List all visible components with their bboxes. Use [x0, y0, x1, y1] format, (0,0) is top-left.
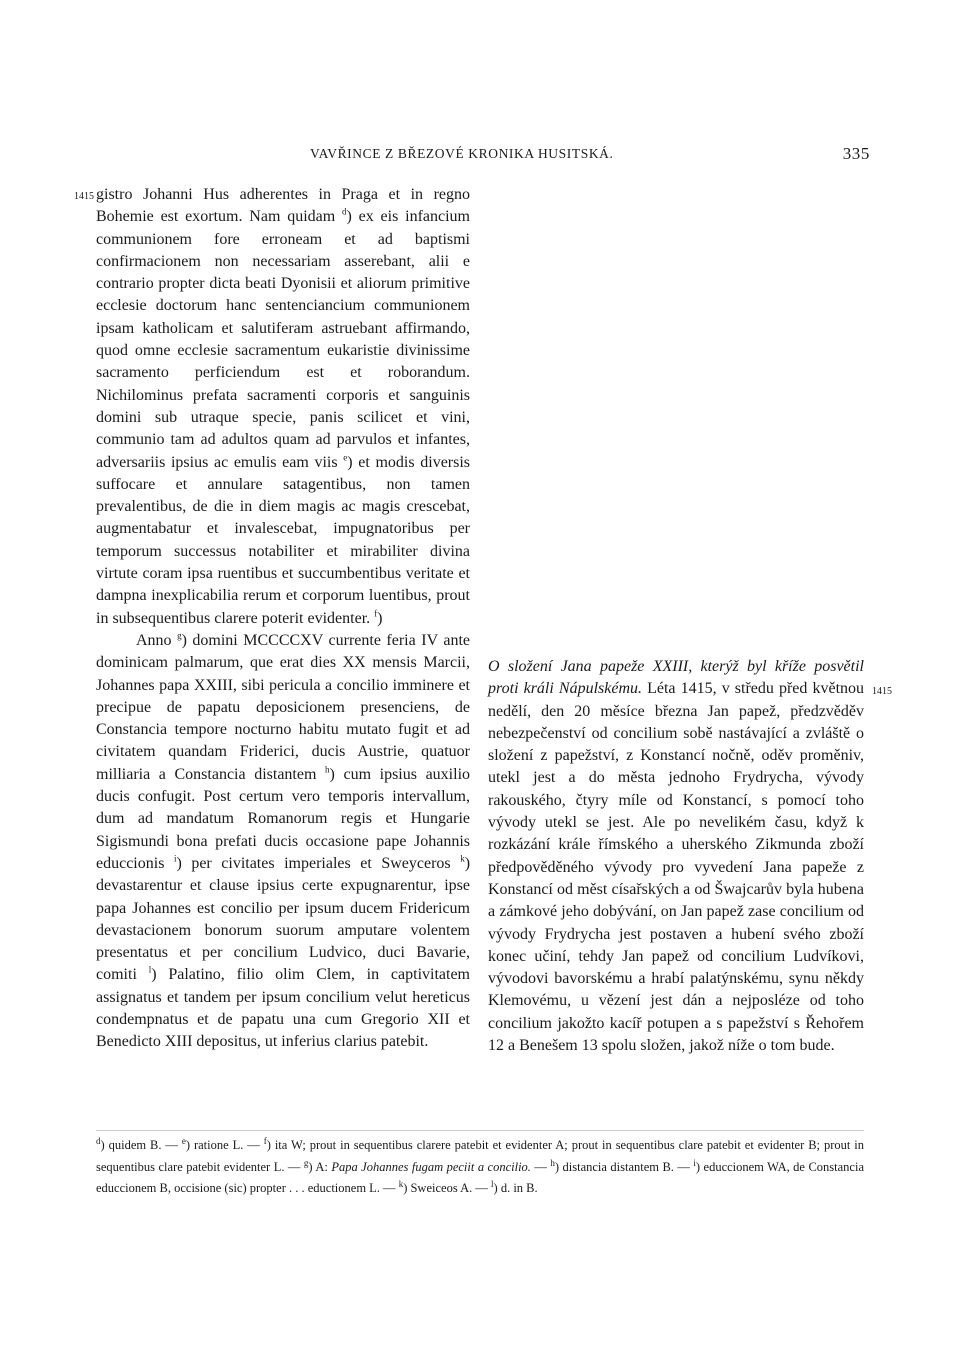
- latin-paragraph-1: [96, 184, 470, 630]
- czech-heading: O složení Jana papeže XXIII, kterýž byl kříže posvětil proti králi Nápulskému.: [488, 658, 864, 698]
- running-title: VAVŘINCE Z BŘEZOVÉ KRONIKA HUSITSKÁ.: [310, 146, 614, 161]
- footnote-mark-i: i: [693, 1157, 696, 1168]
- czech-body: Léta 1415, v středu před květnou nedělí, den 20 měsíce března Jan papež, předzvěděv nebezpečenství od concilium sobě nastávající a zvláště o složení z papežství, z Konstancí nočně, oděv proměniv, utekl jest a do města jednoho Frydrycha, vývody rakouského, čtyry míle od Konstancí, s pomocí toho vývody utekl se jest. Ale po nevelikém času, když k rozkázání krále římského a uherského Zikmunda zboží předpověděného vývody pro vyvedení Jana papeže z Konstancí od měst císařských a od Šwajcarův byla hubena a zámkové jeho dobývání, on Jan papež zase concilium od vývody Frydrycha jest postaven a hubení svého zboží konec učiní, tehdy Jan papež od concilium Ludvíkovi, vývodovi bavorskému a hrabí palatýnskému, synu někdy Klemovému, u vězení jest dán a nejposléze od toho concilium jakožto kacíř potupen a s papežství s Řehořem 12 a Benešem 13 spolu složen, jakož níže o tom bude.: [488, 680, 865, 1055]
- footnote-mark-f: f: [263, 1135, 267, 1146]
- footnote-h: ) distancia distantem B. —: [554, 1159, 694, 1174]
- latin-text: ) Palatino, filio olim Clem, in captivitatem assignatus et tandem per ipsum concilium velut hereticus condempnatus et de papatu una cum Gregorio XII et Benedicto XIII depositus, ut inferius clarius patebit.: [96, 966, 471, 1051]
- latin-text: ) domini MCCCCXV currente feria IV ante dominicam palmarum, que erat dies XX mensis Marcii, Johannes papa XXIII, sibi pericula a concilio imminere et precipue de papatu deposicionem presenciens, de Constancia tempore nocturno habitu mutato fugit et ad civitatem quandam Friderici, ducis Austrie, quatuor milliaria a Constancia distantem: [96, 631, 470, 783]
- footnote-mark-d: d: [96, 1135, 101, 1146]
- latin-text: gistro Johanni Hus adherentes in Praga et in regno Bohemie est exortum. Nam quidam: [96, 186, 470, 226]
- footnote-k: ) Sweiceos A. —: [403, 1181, 492, 1195]
- latin-text: ) cum ipsius auxilio ducis confugit. Post certum vero temporis intervallum, dum ad mandatum Romanorum regis et Hungarie Sigismundi bona prefati ducis occasione pape Johannis educcionis: [96, 765, 471, 872]
- footnote-f: ) ita W; prout in sequentibus clarere patebit et evidenter A; prout in sequentibus clare patebit et evidenter B; prout in sequentibus clare patebit evidenter L. —: [96, 1138, 864, 1174]
- page-number: 335: [842, 144, 870, 163]
- footnote-d: ) quidem B. —: [100, 1138, 182, 1152]
- latin-text: ) et modis diversis suffocare et annulare satagentibus, non tamen prevalentibus, de die in diem magis ac magis crescebat, augmentabatur et invalescebat, impugnatoribus per temporum successus notabiliter et mirabiliter divina virtute coram ipsa ruentibus et succumbentibus veritate et dampna inexplicabilia rerum et corporum luentibus, prout in subsequentibus clarere poterit evidenter.: [96, 453, 471, 627]
- footnotes: [96, 1130, 864, 1200]
- footnote-mark-e: e: [181, 1135, 186, 1146]
- footnote-mark-k: k: [398, 1178, 404, 1189]
- latin-text: ): [377, 609, 383, 627]
- footnote-ref-l: l: [148, 965, 152, 976]
- margin-year-left: 1415: [74, 191, 94, 202]
- latin-text: ) devastarentur et clause ipsius certe expugnarentur, ipse papa Johannes est concilio per ipsum ducem Fridericum devastacionem bonorum suorum amputare volentem presentatus et per concilium Ludvico, duci Bavarie, comiti: [96, 854, 471, 984]
- footnote-mark-l: l: [491, 1178, 494, 1189]
- footnote-ref-d: d: [342, 206, 347, 217]
- latin-text: ) ex eis infancium communionem fore erroneam et ad baptismi confirmacionem non necessariam asserebant, alii e contrario propter dicta beati Dyonisii et aliorum primitive ecclesie doctorum hanc sentenciancium communionem ipsam katholicam et salutiferam astruebant affirmando, quod omne ecclesie sacramentum eukaristie divinissime sacramento perficiendum est et roborandum. Nichilominus prefata sacramenti corporis et sanguinis domini sub utraque specie, panis scilicet et vini, communio tam ad adultos quam ad parvulos et infantes, adversariis ipsius ac emulis eam viis: [96, 208, 470, 471]
- czech-column: [488, 656, 864, 1057]
- footnote-ref-e: e: [343, 452, 348, 463]
- footnote-g: ) A:: [308, 1159, 332, 1174]
- footnote-mark-g: g: [303, 1157, 309, 1168]
- footnote-i: ) educcionem WA, de Constancia educcionem B, occisione (sic) propter . . . eductionem L. —: [96, 1159, 864, 1195]
- latin-text: ) per civitates imperiales et Sweyceros: [176, 854, 451, 872]
- margin-year-right: 1415: [872, 686, 892, 697]
- footnote-l: ) d. in B.: [493, 1181, 538, 1195]
- latin-column: [96, 184, 470, 1054]
- footnote-mark-h: h: [550, 1157, 555, 1168]
- footnote-e: ) ratione L. —: [185, 1138, 264, 1152]
- footnote-g-italic: Papa Johannes fugam peciit a concilio.: [331, 1159, 531, 1174]
- footnote-g-sep: —: [530, 1159, 551, 1174]
- footnote-ref-h: h: [325, 764, 330, 775]
- footnote-ref-g: g: [177, 630, 182, 641]
- footnote-ref-k: k: [460, 853, 465, 864]
- footnote-ref-f: f: [374, 608, 378, 619]
- footnote-ref-i: i: [173, 853, 177, 864]
- latin-text: Anno: [136, 631, 172, 649]
- latin-paragraph-2: [96, 630, 470, 1054]
